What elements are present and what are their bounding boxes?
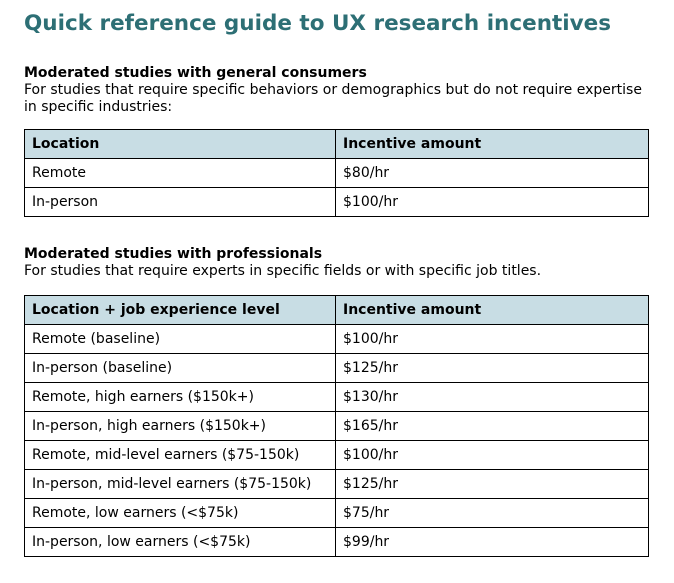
column-header-location: Location xyxy=(25,130,336,159)
table-header-row xyxy=(25,296,649,325)
consumers-section xyxy=(24,65,648,116)
table-row xyxy=(25,354,649,383)
column-header-incentive: Incentive amount xyxy=(336,130,649,159)
table-row xyxy=(25,499,649,528)
location-cell: In-person (baseline) xyxy=(25,354,336,383)
table-row xyxy=(25,441,649,470)
incentive-cell: $100/hr xyxy=(336,188,649,217)
consumers-description: For studies that require specific behaviors or demographics but do not require expertise in specific industries: xyxy=(24,82,642,115)
professionals-section xyxy=(24,246,648,280)
incentive-cell: $125/hr xyxy=(336,354,649,383)
location-cell: In-person, mid-level earners ($75-150k) xyxy=(25,470,336,499)
table-header-row xyxy=(25,130,649,159)
incentive-cell: $80/hr xyxy=(336,159,649,188)
professionals-heading: Moderated studies with professionals xyxy=(24,246,323,262)
location-cell: Remote, high earners ($150k+) xyxy=(25,383,336,412)
professionals-table xyxy=(24,295,649,557)
table-row xyxy=(25,383,649,412)
incentive-cell: $100/hr xyxy=(336,441,649,470)
incentive-cell: $130/hr xyxy=(336,383,649,412)
table-row xyxy=(25,325,649,354)
incentive-cell: $125/hr xyxy=(336,470,649,499)
professionals-table-wrap xyxy=(24,295,648,557)
column-header-incentive: Incentive amount xyxy=(336,296,649,325)
location-cell: In-person xyxy=(25,188,336,217)
table-row xyxy=(25,470,649,499)
consumers-table xyxy=(24,129,649,217)
location-cell: Remote (baseline) xyxy=(25,325,336,354)
consumers-table-wrap xyxy=(24,129,648,217)
location-cell: Remote, mid-level earners ($75-150k) xyxy=(25,441,336,470)
incentive-cell: $165/hr xyxy=(336,412,649,441)
consumers-heading: Moderated studies with general consumers xyxy=(24,65,367,81)
location-cell: In-person, high earners ($150k+) xyxy=(25,412,336,441)
table-row xyxy=(25,412,649,441)
page-title: Quick reference guide to UX research incentives xyxy=(24,11,612,36)
table-row xyxy=(25,528,649,557)
location-cell: In-person, low earners (<$75k) xyxy=(25,528,336,557)
column-header-location-experience: Location + job experience level xyxy=(25,296,336,325)
incentive-cell: $99/hr xyxy=(336,528,649,557)
location-cell: Remote, low earners (<$75k) xyxy=(25,499,336,528)
location-cell: Remote xyxy=(25,159,336,188)
table-row xyxy=(25,188,649,217)
incentive-cell: $75/hr xyxy=(336,499,649,528)
incentive-cell: $100/hr xyxy=(336,325,649,354)
table-row xyxy=(25,159,649,188)
professionals-description: For studies that require experts in specific fields or with specific job titles. xyxy=(24,263,542,279)
